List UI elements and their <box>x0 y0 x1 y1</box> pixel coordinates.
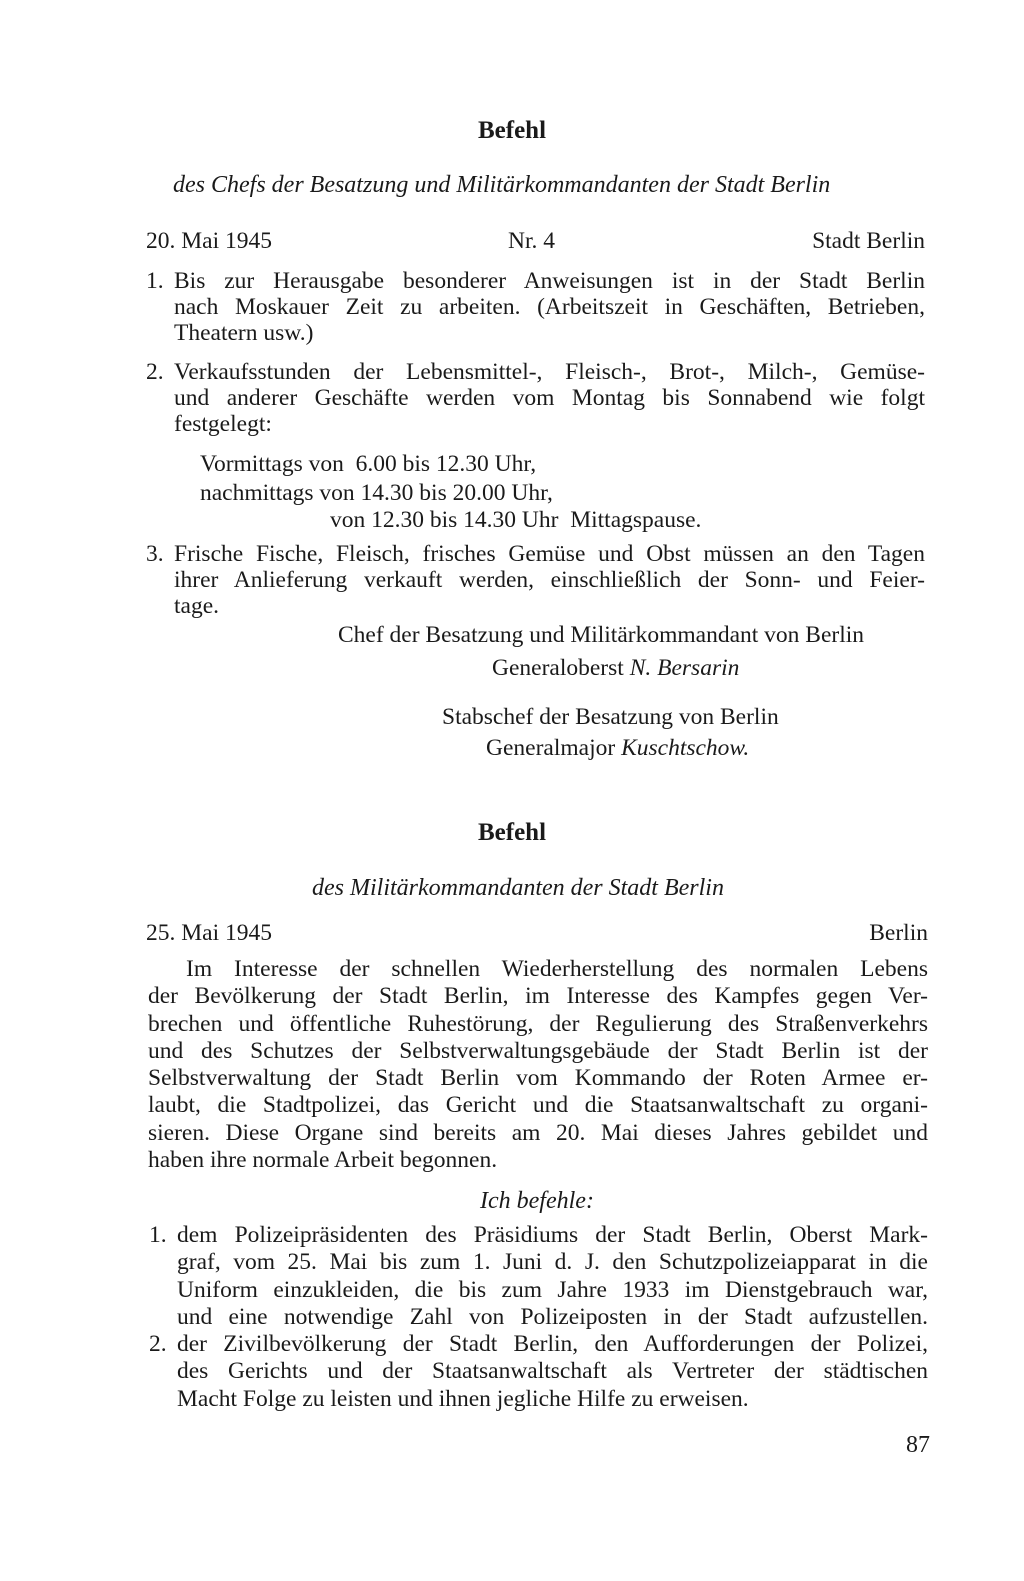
order2-item-2-line: der Zivilbevölkerung der Stadt Berlin, den Aufforderungen der Polizei, <box>177 1331 928 1357</box>
order2-item-1-line: und eine notwendige Zahl von Polizeiposten in der Stadt aufzustellen. <box>177 1303 928 1330</box>
order1-item-3 <box>146 541 925 619</box>
signature2-name: Kuschtschow. <box>621 735 750 761</box>
order2-item-2 <box>149 1331 928 1413</box>
signature1-rank: Generaloberst <box>492 655 624 681</box>
order2-date: 25. Mai 1945 <box>146 920 272 946</box>
signature1-role: Chef der Besatzung und Militärkommandant von Berlin <box>338 622 865 648</box>
order1-item-2-number: 2. <box>146 359 164 385</box>
order2-intro-line: Im Interesse der schnellen Wiederherstellung des normalen Lebens <box>186 956 928 982</box>
hours-lunch-break: von 12.30 bis 14.30 Uhr Mittagspause. <box>330 507 702 533</box>
order1-item-1-line: Bis zur Herausgabe besonderer Anweisungen ist in der Stadt Berlin <box>174 268 925 294</box>
order2-item-1-number: 1. <box>149 1222 167 1248</box>
order2-intro-line: und des Schutzes der Selbstverwaltungsgebäude der Stadt Berlin ist der <box>148 1037 928 1064</box>
order2-intro-line: brechen und öffentliche Ruhestörung, der Regulierung des Straßenverkehrs <box>148 1010 928 1037</box>
order1-number: Nr. 4 <box>508 228 555 254</box>
order2-item-1-line: graf, vom 25. Mai bis zum 1. Juni d. J. den Schutzpolizeiapparat in die <box>177 1249 928 1276</box>
order1-date: 20. Mai 1945 <box>146 228 272 254</box>
order1-title: Befehl <box>477 117 547 144</box>
order2-command: Ich befehle: <box>480 1188 594 1214</box>
order1-item-1-line: nach Moskauer Zeit zu arbeiten. (Arbeitszeit in Geschäften, Betrieben, <box>174 294 925 320</box>
order2-intro-line: sieren. Diese Organe sind bereits am 20. Mai dieses Jahres gebildet und <box>148 1119 928 1146</box>
order1-item-2-line: Verkaufsstunden der Lebensmittel-, Fleisch-, Brot-, Milch-, Gemüse- <box>174 359 925 385</box>
order1-item-2 <box>146 359 925 437</box>
order2-item-1-line: Uniform einzukleiden, die bis zum Jahre 1933 im Dienstgebrauch war, <box>177 1276 928 1303</box>
order2-item-1-line: dem Polizeipräsidenten des Präsidiums der Stadt Berlin, Oberst Mark- <box>177 1222 928 1248</box>
order2-intro <box>148 956 928 1174</box>
order1-item-1-number: 1. <box>146 268 164 294</box>
order1-item-3-line: ihrer Anlieferung verkauft werden, einschließlich der Sonn- und Feier- <box>174 567 925 593</box>
signature1-line <box>492 655 739 681</box>
signature1-name: N. Bersarin <box>629 655 740 681</box>
order2-intro-line: Selbstverwaltung der Stadt Berlin vom Kommando der Roten Armee er- <box>148 1065 928 1092</box>
signature2-line <box>486 735 749 761</box>
order1-item-1-line: Theatern usw.) <box>174 320 314 346</box>
signature2-role: Stabschef der Besatzung von Berlin <box>442 704 779 730</box>
order1-subtitle: des Chefs der Besatzung und Militärkommandanten der Stadt Berlin <box>173 172 831 198</box>
order2-item-2-line: des Gerichts und der Staatsanwaltschaft als Vertreter der städtischen <box>177 1358 928 1385</box>
signature2-rank: Generalmajor <box>486 735 616 761</box>
order1-item-1 <box>146 268 925 346</box>
order1-item-3-number: 3. <box>146 541 164 567</box>
order2-subtitle: des Militärkommandanten der Stadt Berlin <box>312 875 724 901</box>
page-number: 87 <box>906 1432 930 1458</box>
order2-item-2-line: Macht Folge zu leisten und ihnen jegliche Hilfe zu erweisen. <box>177 1385 749 1412</box>
order1-place: Stadt Berlin <box>812 228 925 254</box>
order2-place: Berlin <box>869 920 928 946</box>
order2-intro-line: haben ihre normale Arbeit begonnen. <box>148 1147 498 1174</box>
order2-intro-line: laubt, die Stadtpolizei, das Gericht und die Staatsanwaltschaft zu organi- <box>148 1092 928 1119</box>
order1-item-2-line: festgelegt: <box>174 411 272 437</box>
order2-item-1 <box>149 1222 928 1331</box>
order2-item-2-number: 2. <box>149 1331 167 1357</box>
order2-title: Befehl <box>477 819 547 846</box>
hours-morning: Vormittags von 6.00 bis 12.30 Uhr, <box>200 451 537 477</box>
order1-item-2-line: und anderer Geschäfte werden vom Montag bis Sonnabend wie folgt <box>174 385 925 411</box>
order1-item-3-line: tage. <box>174 593 220 619</box>
order2-intro-line: der Bevölkerung der Stadt Berlin, im Interesse des Kampfes gegen Ver- <box>148 983 928 1010</box>
hours-afternoon: nachmittags von 14.30 bis 20.00 Uhr, <box>200 480 553 506</box>
order1-item-3-line: Frische Fische, Fleisch, frisches Gemüse und Obst müssen an den Tagen <box>174 541 925 567</box>
